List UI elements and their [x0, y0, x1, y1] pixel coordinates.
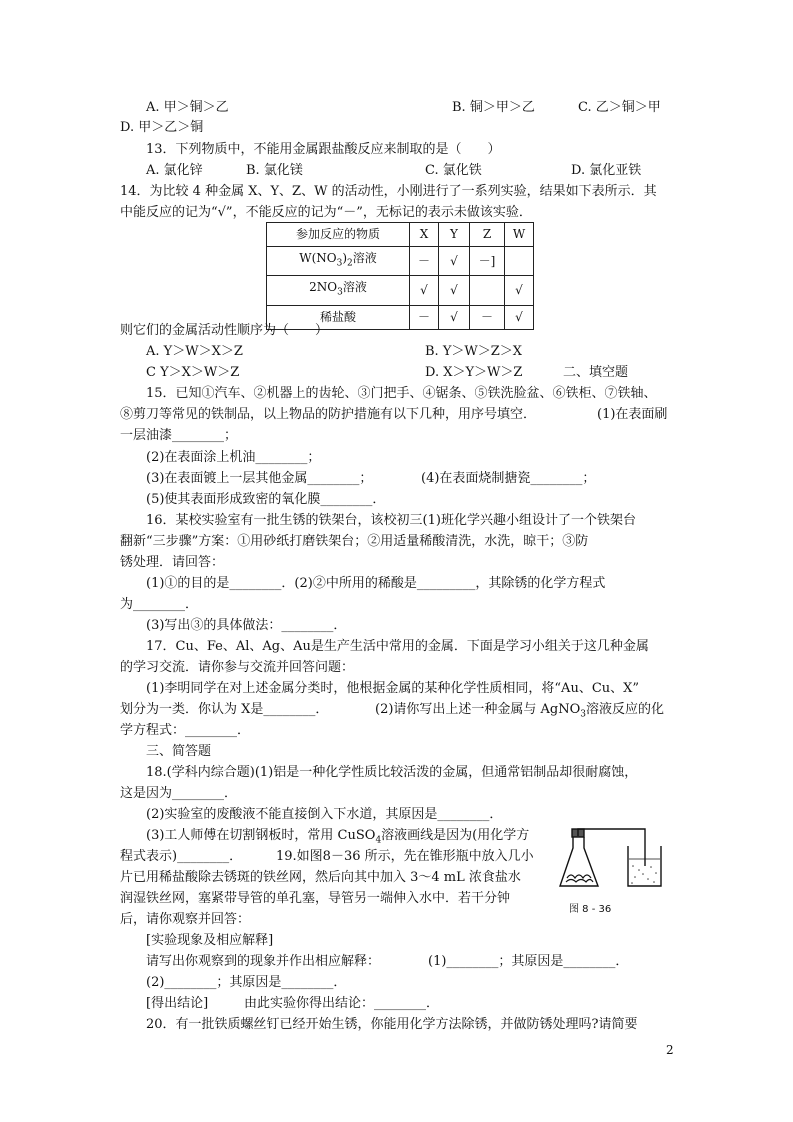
question-19-answer2: (2)________；其原因是________．	[146, 975, 347, 990]
table-cell: －	[410, 305, 439, 329]
table-cell	[505, 247, 534, 276]
question-19-section-conclusion: [得出结论]	[146, 996, 209, 1011]
question-15-part1: (1)在表面刷	[597, 407, 668, 422]
option-14-b: B. Y＞W＞Z＞X	[425, 344, 523, 359]
question-16-part1: (1)①的目的是________．(2)②中所用的稀酸是_________，其除锈的化学方程式	[146, 576, 606, 591]
question-16-line1: 16．某校实验室有一批生锈的铁架台，该校初三(1)班化学兴趣小组设计了一个铁架台	[146, 513, 636, 528]
question-17-line1: 17．Cu、Fe、Al、Ag、Au是生产生活中常用的金属．下面是学习小组关于这几种金属	[146, 639, 649, 654]
question-17-line4: 划分为一类．你认为 X是________．	[120, 702, 329, 717]
option-14-a: A. Y＞W＞X＞Z	[146, 344, 243, 359]
question-19-section-observations: [实验现象及相应解释]	[146, 933, 274, 948]
experiment-figure	[553, 826, 663, 918]
table-row	[267, 276, 534, 305]
table-cell: －	[470, 305, 505, 329]
table-cell: √	[439, 247, 470, 276]
page-number: 2	[666, 1043, 674, 1057]
question-14-line1: 14．为比较 4 种金属 X、Y、Z、W 的活动性，小刚进行了一系列实验，结果如下表所示．其	[120, 184, 657, 199]
table-header-cell: 参加反应的物质	[267, 223, 410, 247]
question-18-part2: (2)实验室的废酸液不能直接倒入下水道，其原因是________．	[146, 807, 503, 822]
table-cell: －]	[470, 247, 505, 276]
question-16-line5: 为________．	[120, 597, 199, 612]
table-row-label: $2NO_3$溶液	[267, 276, 410, 305]
question-19-line3: 润湿铁丝网，塞紧带导管的单孔塞，导管另一端伸入水中．若干分钟	[120, 891, 511, 906]
question-18-line2: 这是因为________．	[120, 786, 238, 801]
question-15-line1: 15．已知①汽车、②机器上的齿轮、③门把手、④锯条、⑤铁洗脸盆、⑥铁柜、⑦铁轴、	[146, 386, 657, 401]
option-12-c: C. 乙＞铜＞甲	[578, 100, 661, 115]
section-heading-fill-in: 二、填空题	[563, 365, 629, 380]
question-19-conclusion: 由此实验你得出结论：________．	[244, 996, 440, 1011]
question-17-part1: (1)李明同学在对上述金属分类时，他根据金属的某种化学性质相同，将“Au、Cu、X”	[146, 681, 640, 696]
question-19-line1: 19.如图8－36 所示，先在锥形瓶中放入几小	[276, 849, 534, 864]
question-14-line2: 中能反应的记为“√”，不能反应的记为“－”，无标记的表示未做该实验．	[120, 205, 532, 220]
option-14-d: D. X＞Y＞W＞Z	[425, 365, 523, 380]
option-12-b: B. 铜＞甲＞乙	[452, 100, 535, 115]
table-cell: √	[439, 276, 470, 305]
table-cell: √	[505, 305, 534, 329]
question-16-line3: 锈处理．请回答：	[120, 555, 225, 570]
table-header-cell: W	[505, 223, 534, 247]
question-19-line4: 后，请你观察并回答：	[120, 912, 251, 927]
option-14-c: C Y＞X＞W＞Z	[146, 365, 240, 380]
option-13-b: B. 氯化镁	[246, 163, 303, 178]
table-header-row	[267, 223, 534, 247]
table-row	[267, 247, 534, 276]
table-header-cell: X	[410, 223, 439, 247]
question-17-line2: 的学习交流．请你参与交流并回答问题：	[120, 660, 355, 675]
question-15-line3: 一层油漆________；	[120, 428, 238, 443]
table-cell: √	[410, 276, 439, 305]
table-row-label: $W(NO_3)_2$溶液	[267, 247, 410, 276]
option-13-c: C. 氯化铁	[425, 163, 482, 178]
question-14-ask: 则它们的金属活动性顺序为（ ）	[120, 323, 329, 338]
question-18-line5: 程式表示)________．	[120, 849, 243, 864]
question-19-prompt: 请写出你观察到的现象并作出相应解释：	[146, 954, 381, 969]
question-15-part2: (2)在表面涂上机油________；	[146, 450, 321, 465]
question-15-part3: (3)在表面镀上一层其他金属________；	[146, 471, 373, 486]
question-13: 13．下列物质中，不能用金属跟盐酸反应来制取的是（ ）	[146, 142, 501, 157]
question-16-part3: (3)写出③的具体做法：________．	[146, 618, 347, 633]
question-16-line2: 翻新“三步骤”方案：①用砂纸打磨铁架台；②用适量稀酸清洗，水洗，晾干；③防	[120, 534, 589, 549]
figure-caption: 图 8 - 36	[569, 904, 612, 915]
question-20-line1: 20．有一批铁质螺丝钉已经开始生锈，你能用化学方法除锈，并做防锈处理吗?请简要	[146, 1017, 638, 1032]
option-13-a: A. 氯化锌	[146, 163, 203, 178]
table-header-cell: Y	[439, 223, 470, 247]
table-cell: √	[505, 276, 534, 305]
iron-wire-mesh	[567, 875, 591, 878]
table-cell	[470, 276, 505, 305]
table-cell: －	[410, 247, 439, 276]
question-19-answer1: (1)________；其原因是________．	[428, 954, 629, 969]
table-cell: √	[439, 305, 470, 329]
question-15-line2: ⑧剪刀等常见的铁制品，以上物品的防护措施有以下几种，用序号填空．	[120, 407, 537, 422]
question-15-part4: (4)在表面烧制搪瓷________；	[421, 471, 596, 486]
option-12-a: A. 甲＞铜＞乙	[146, 100, 229, 115]
table-row-label: 稀盐酸	[267, 305, 410, 329]
option-12-d: D. 甲＞乙＞铜	[120, 120, 204, 135]
section-heading-short-answer: 三、简答题	[146, 744, 212, 759]
question-15-part5: (5)使其表面形成致密的氧化膜________．	[146, 492, 386, 507]
question-18-part3: (3)工人师傅在切割钢板时，常用 CuSO$_4$溶液画线是因为(用化学方	[146, 828, 530, 846]
question-19-line2: 片已用稀盐酸除去锈斑的铁丝网，然后向其中加入 3～4 mL 浓食盐水	[120, 870, 521, 885]
question-18-line1: 18.(学科内综合题)(1)铝是一种化学性质比较活泼的金属，但通常铝制品却很耐腐蚀，	[146, 765, 638, 780]
conical-flask	[560, 837, 598, 886]
question-17-part2: (2)请你写出上述一种金属与 AgNO$_3$溶液反应的化	[375, 702, 665, 720]
question-17-line5: 学方程式：________．	[120, 723, 251, 738]
option-13-d: D. 氯化亚铁	[571, 163, 642, 178]
reaction-table	[266, 222, 534, 330]
table-header-cell: Z	[470, 223, 505, 247]
